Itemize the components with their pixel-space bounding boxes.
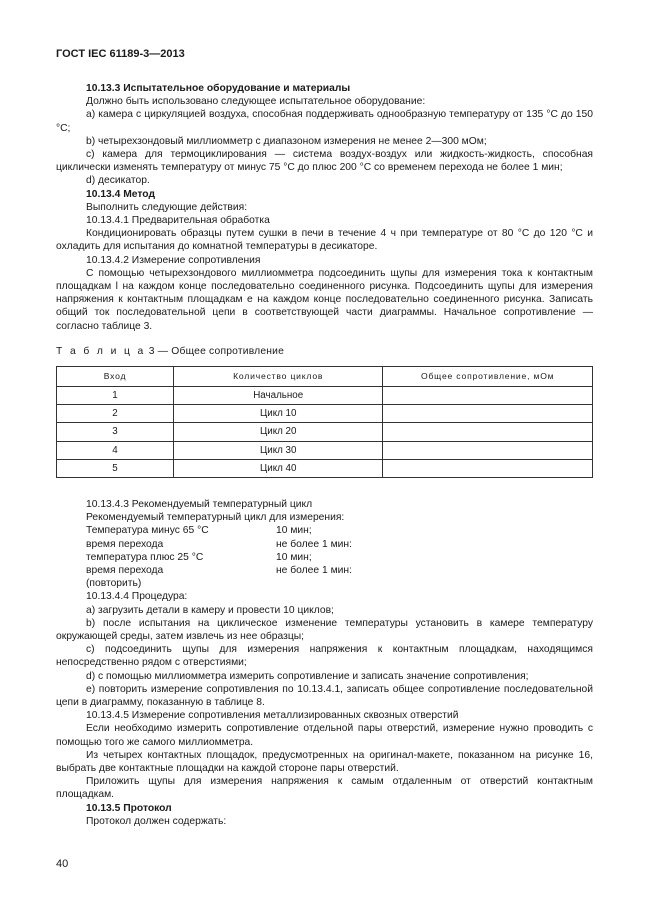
list-item: b) после испытания на циклическое изменение температуры установить в камере температуру окружающей среды, затем извлечь из нее образцы; bbox=[56, 617, 593, 643]
list-item: с) камера для термоциклирования — система воздух-воздух или жидкость-жидкость, способная циклически изменять температуру от минус 75 °С до плюс 200 °С со временем перехода не более 1 мин; bbox=[56, 149, 593, 174]
cycle-step-label: время перехода bbox=[86, 565, 164, 577]
table-cell: 3 bbox=[57, 423, 174, 441]
section-title-equipment: 10.13.3 Испытательное оборудование и материалы bbox=[86, 83, 351, 94]
paragraph: Приложить щупы для измерения напряжения к самым отдаленным от отверстий контактным площадкам. bbox=[56, 776, 593, 801]
list-item: d) десикатор. bbox=[86, 175, 150, 187]
subsection-title: 10.13.4.3 Рекомендуемый температурный цикл bbox=[86, 499, 313, 510]
column-header: Количество циклов bbox=[174, 367, 383, 387]
table-cell: Начальное bbox=[174, 387, 383, 405]
cycle-step-label: Температура минус 65 °С bbox=[86, 525, 209, 537]
cycle-step bbox=[56, 524, 593, 537]
cycle-repeat-note: (повторить) bbox=[86, 578, 142, 590]
subsection-title: 10.13.4.1 Предварительная обработка bbox=[86, 215, 270, 227]
list-item: а) камера с циркуляцией воздуха, способная поддерживать однообразную температуру от 135 °С до 150 °С; bbox=[56, 109, 593, 134]
table-cell bbox=[383, 405, 593, 423]
list-item: b) четырехзондовый миллиомметр с диапазоном измерения не менее 2—300 мОм; bbox=[86, 135, 487, 147]
resistance-table bbox=[56, 366, 593, 478]
table-row bbox=[57, 459, 593, 477]
table-cell: 4 bbox=[57, 441, 174, 459]
table-cell bbox=[383, 423, 593, 441]
paragraph: С помощью четырехзондового миллиомметра подсоединить щупы для измерения тока к контактным площадкам l на каждом конце последовательно соединенного рисунка. Подсоединить щупы для измерения напряжения к контактным площадкам e на каждом конце последовательно соединенного рисунка. Записать общий ток последовательной цепи в соответствующей части диаграммы. Начальное сопротивление — согласно таблице 3. bbox=[56, 267, 593, 332]
cycle-step bbox=[56, 538, 593, 551]
list-item: а) загрузить детали в камеру и провести 10 циклов; bbox=[86, 604, 334, 616]
column-header: Общее сопротивление, мОм bbox=[383, 367, 593, 387]
table-caption bbox=[56, 345, 593, 358]
cycle-step-value: 10 мин; bbox=[276, 525, 312, 537]
column-header: Вход bbox=[57, 367, 174, 387]
cycle-step-value: не более 1 мин: bbox=[276, 538, 352, 550]
cycle-step bbox=[56, 564, 593, 577]
cycle-step-value: не более 1 мин: bbox=[276, 565, 352, 577]
table-cell bbox=[383, 459, 593, 477]
paragraph: Протокол должен содержать: bbox=[86, 815, 227, 827]
cycle-step-value: 10 мин; bbox=[276, 551, 312, 563]
paragraph: Из четырех контактных площадок, предусмотренных на оригинал-макете, показанном на рисунке 16, выбрать две контактные площадки на каждой стороне пары отверстий. bbox=[56, 749, 593, 775]
table-cell: 5 bbox=[57, 459, 174, 477]
table-row bbox=[57, 441, 593, 459]
subsection-title: 10.13.4.5 Измерение сопротивления металлизированных сквозных отверстий bbox=[86, 710, 459, 722]
table-header-row bbox=[57, 367, 593, 387]
paragraph: Рекомендуемый температурный цикл для измерения: bbox=[86, 512, 345, 524]
cycle-step bbox=[56, 551, 593, 564]
table-cell: 1 bbox=[57, 387, 174, 405]
table-caption-prefix: Т а б л и ц а bbox=[56, 345, 146, 357]
table-row bbox=[57, 387, 593, 405]
table-cell bbox=[383, 387, 593, 405]
cycle-step-label: время перехода bbox=[86, 538, 164, 550]
list-item: с) подсоединить щупы для измерения напряжения к контактным площадкам, находящимся непосредственно рядом с отверстиями; bbox=[56, 644, 593, 669]
table-cell bbox=[383, 441, 593, 459]
paragraph: Если необходимо измерить сопротивление отдельной пары отверстий, измерение нужно проводить с помощью того же самого миллиомметра. bbox=[56, 723, 593, 748]
paragraph: Должно быть использовано следующее испытательное оборудование: bbox=[86, 96, 426, 108]
table-row bbox=[57, 423, 593, 441]
page-body bbox=[56, 82, 593, 828]
list-item: d) с помощью миллиомметра измерить сопротивление и записать значение сопротивления; bbox=[86, 670, 529, 682]
table-cell: 2 bbox=[57, 405, 174, 423]
section-title-protocol: 10.13.5 Протокол bbox=[86, 802, 172, 814]
table-cell: Цикл 10 bbox=[174, 405, 383, 423]
subsection-title: 10.13.4.2 Измерение сопротивления bbox=[86, 254, 261, 266]
table-cell: Цикл 30 bbox=[174, 441, 383, 459]
document-header: ГОСТ IEC 61189-3—2013 bbox=[56, 48, 185, 60]
page-number: 40 bbox=[56, 858, 69, 870]
paragraph: Кондиционировать образцы путем сушки в печи в течение 4 ч при температуре от 80 °С до 120 °С и охладить для испытания до комнатной температуры в десикаторе. bbox=[56, 228, 593, 253]
section-title-method: 10.13.4 Метод bbox=[86, 188, 155, 200]
table-cell: Цикл 20 bbox=[174, 423, 383, 441]
table-cell: Цикл 40 bbox=[174, 459, 383, 477]
subsection-title: 10.13.4.4 Процедура: bbox=[86, 591, 188, 603]
list-item: е) повторить измерение сопротивления по 10.13.4.1, записать общее сопротивление последовательной цепи в диаграмму, показанную в таблице 8. bbox=[56, 683, 593, 709]
table-row bbox=[57, 405, 593, 423]
cycle-step-label: температура плюс 25 °С bbox=[86, 551, 204, 563]
table-caption-title: 3 — Общее сопротивление bbox=[145, 345, 285, 357]
paragraph: Выполнить следующие действия: bbox=[86, 201, 248, 213]
